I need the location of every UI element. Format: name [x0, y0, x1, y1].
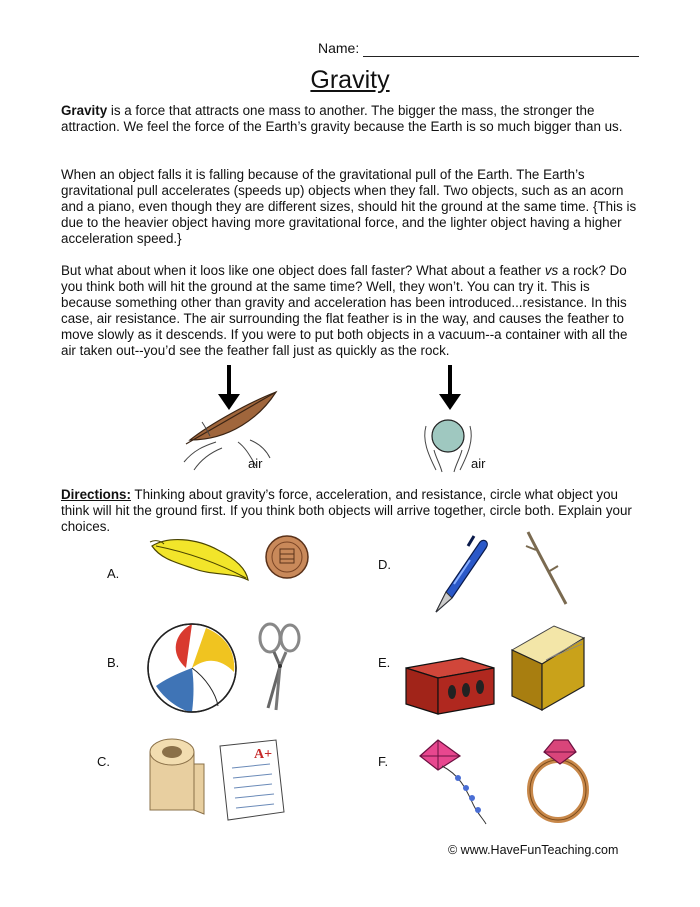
resistance-italic-vs: vs: [544, 263, 559, 278]
graded-paper-icon[interactable]: [214, 738, 288, 824]
pen-icon[interactable]: [430, 532, 492, 616]
page-title: Gravity: [310, 66, 390, 94]
copyright-footer: © www.HaveFunTeaching.com: [448, 843, 619, 857]
paragraph-resistance: [61, 263, 643, 360]
item-letter-f: F.: [378, 754, 389, 769]
svg-text:A+: A+: [254, 747, 273, 762]
resistance-text-b: a rock? Do you think both will hit the ground at the same time? Well, they won’t. You can try it. This is because something other than gravity and acceleration has been introduced...resistance. In this case, air resistance. The air surrounding the flat feather is in the way, and causes the feather to move slowly as it descends. If you were to put both objects in a vacuum--a container with all the air taken out--you’d see the feather fall just as quickly as the rock.: [61, 263, 628, 359]
beach-ball-icon[interactable]: [146, 622, 238, 714]
feather-falling-diagram: [180, 362, 290, 474]
kite-icon[interactable]: [414, 736, 498, 826]
resistance-text-a: But what about when it loos like one object does fall faster? What about a feather: [61, 263, 545, 278]
air-label-feather: air: [248, 456, 263, 471]
twig-icon[interactable]: [518, 528, 572, 608]
name-label: Name:: [318, 40, 360, 56]
air-label-rock: air: [471, 456, 486, 471]
item-letter-d: D.: [378, 557, 391, 572]
paragraph-falling: When an object falls it is falling because of the gravitational pull of the Earth. The Earth’s gravitational pull accelerates (speeds up) objects when they fall. Two objects, such as an acorn and a piano, even though they are different sizes, should hit the ground at the same time. {This is due to the heavier object having more gravitational force, and the lighter object having a higher acceleration speed.}: [61, 167, 637, 247]
item-letter-e: E.: [378, 655, 391, 670]
toilet-paper-icon[interactable]: [148, 734, 208, 816]
scissors-icon[interactable]: [256, 620, 302, 712]
brick-icon[interactable]: [402, 654, 498, 718]
name-field-line[interactable]: [363, 56, 639, 57]
item-letter-b: B.: [107, 655, 120, 670]
feather-icon[interactable]: [146, 532, 252, 592]
directions-text: Thinking about gravity’s force, acceleration, and resistance, circle what object you think will hit the ground first. If you think both objects will arrive together, circle both. Explain your choices.: [61, 487, 632, 535]
coin-icon[interactable]: [264, 534, 310, 580]
intro-text: is a force that attracts one mass to another. The bigger the mass, the stronger the attraction. We feel the force of the Earth’s gravity because the Earth is so much bigger than us.: [61, 103, 623, 135]
item-letter-a: A.: [107, 566, 120, 581]
bold-gravity: Gravity: [61, 103, 108, 118]
ring-icon[interactable]: [524, 736, 596, 824]
paragraph-intro: [61, 103, 643, 135]
item-letter-c: C.: [97, 754, 110, 769]
book-icon[interactable]: [506, 622, 588, 714]
directions-heading: Directions:: [61, 487, 131, 502]
